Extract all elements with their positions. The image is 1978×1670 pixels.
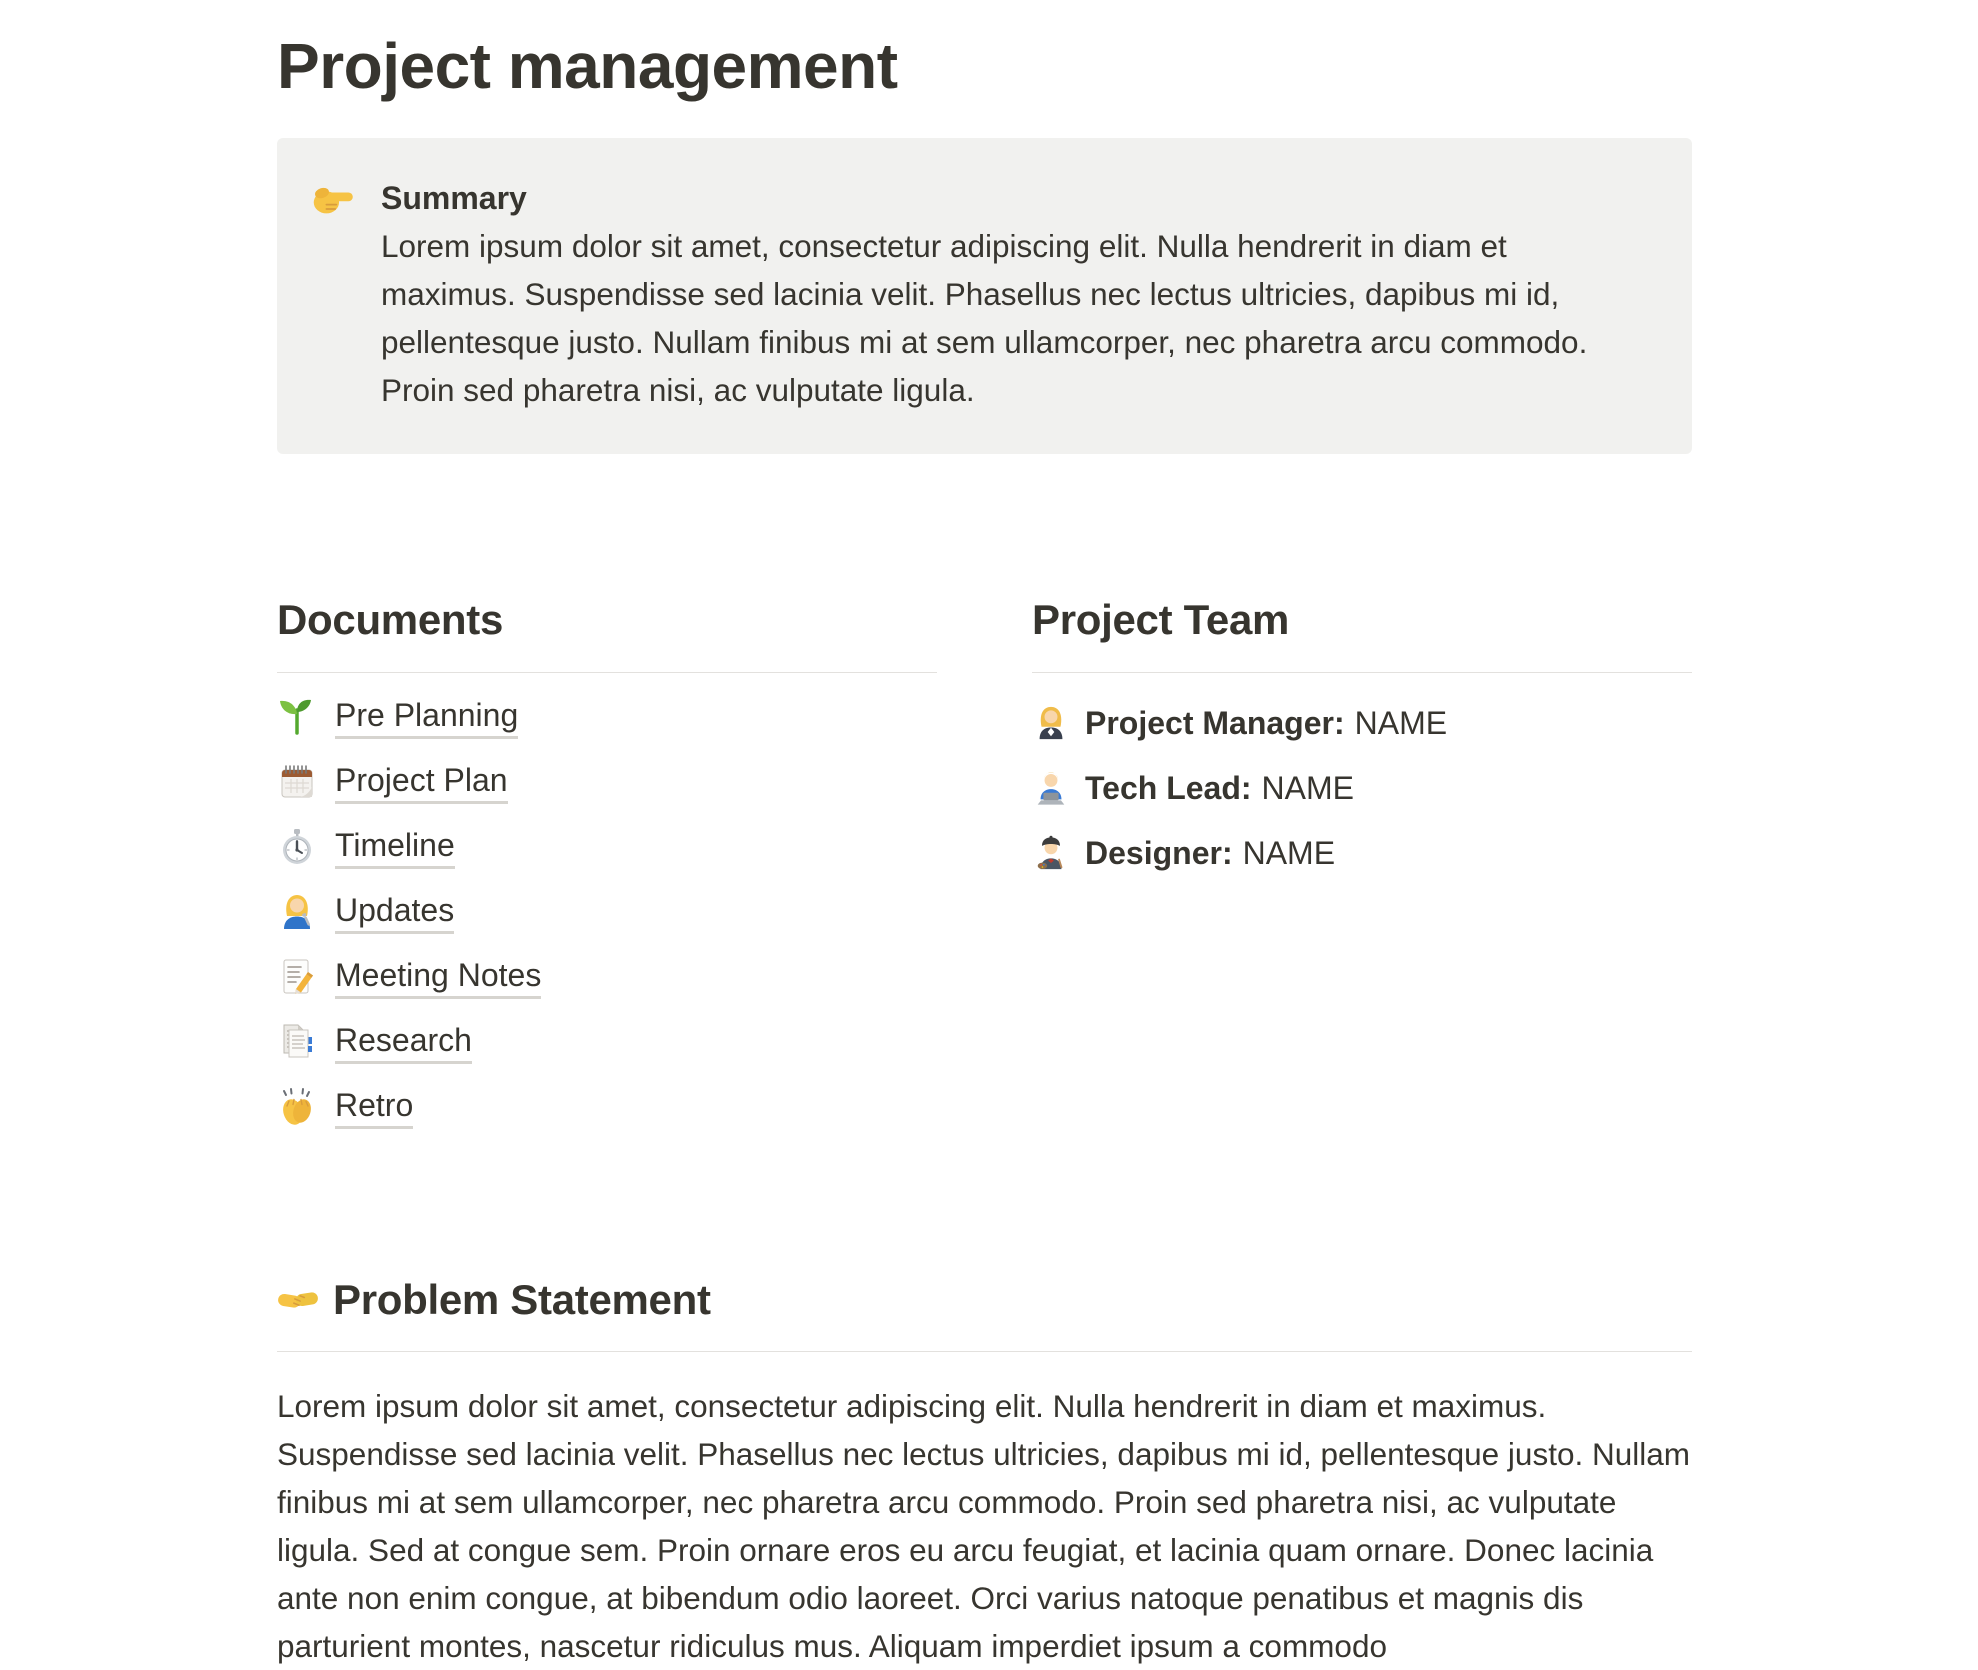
problem-statement-heading-row	[277, 1273, 1705, 1328]
document-link-pre-planning[interactable]: Pre Planning	[335, 695, 518, 739]
document-link-research[interactable]: Research	[335, 1020, 472, 1064]
page-content	[277, 0, 1705, 1670]
clapping-hands-icon	[277, 1087, 317, 1127]
handshake-icon	[277, 1279, 319, 1321]
summary-heading: Summary	[381, 180, 527, 216]
problem-statement-text: Lorem ipsum dolor sit amet, consectetur adipiscing elit. Nulla hendrerit in diam et maximus. Suspendisse sed lacinia velit. Phasellus nec lectus ultricies, dapibus mi id, pellentesque justo. Nullam finibus mi at sem ullamcorper, nec pharetra arcu commodo. Proin sed pharetra nisi, ac vulputate ligula. Sed at congue sem. Proin ornare eros eu arcu feugiat, et lacinia quam ornare. Donec lacinia ante non enim congue, at bibendum odio laoreet. Orci varius natoque penatibus et magnis dis parturient montes, nascetur ridiculus mus. Aliquam imperdiet ipsum a commodo	[277, 1388, 1690, 1665]
problem-statement-heading: Problem Statement	[333, 1275, 711, 1323]
document-row-updates	[277, 880, 937, 945]
divider	[277, 672, 937, 673]
woman-office-worker-icon	[1032, 704, 1070, 742]
two-column-section	[277, 593, 1705, 1140]
document-row-research	[277, 1010, 937, 1075]
divider	[277, 1351, 1692, 1352]
bookmark-tabs-icon	[277, 1022, 317, 1062]
stopwatch-icon	[277, 827, 317, 867]
team-role: Designer:	[1085, 834, 1233, 871]
team-member-name: NAME	[1354, 704, 1448, 741]
spiral-calendar-icon	[277, 762, 317, 802]
document-link-research[interactable]: Meeting Notes	[335, 955, 541, 999]
summary-text: Lorem ipsum dolor sit amet, consectetur adipiscing elit. Nulla hendrerit in diam et maximus. Suspendisse sed lacinia velit. Phasellus nec lectus ultricies, dapibus mi id, pellentesque justo. Nullam finibus mi at sem ullamcorper, nec pharetra arcu commodo. Proin sed pharetra nisi, ac vulputate ligula.	[381, 228, 1588, 408]
woman-mechanic-icon	[277, 892, 317, 932]
document-link-project-plan[interactable]: Project Plan	[335, 760, 508, 804]
team-member-name: NAME	[1261, 769, 1354, 806]
team-member-row-project-manager	[1032, 691, 1692, 756]
documents-list	[277, 685, 937, 1140]
team-member-name: NAME	[1242, 834, 1336, 871]
team-member-row-designer	[1032, 821, 1692, 886]
project-team-column	[1032, 593, 1692, 1140]
team-member-row-tech-lead	[1032, 756, 1692, 821]
project-team-heading: Project Team	[1032, 596, 1290, 643]
man-artist-icon	[1032, 834, 1070, 872]
team-role: Tech Lead:	[1085, 769, 1252, 806]
team-list	[1032, 691, 1692, 886]
summary-callout-body	[381, 174, 1644, 414]
document-row-meeting-notes	[277, 945, 937, 1010]
point-right-icon	[311, 176, 355, 220]
divider	[1032, 672, 1692, 673]
man-technologist-icon	[1032, 769, 1070, 807]
document-row-project-plan	[277, 750, 937, 815]
memo-icon	[277, 957, 317, 997]
team-role: Project Manager:	[1085, 704, 1345, 741]
document-row-pre-planning	[277, 685, 937, 750]
document-row-retro	[277, 1075, 937, 1140]
seedling-icon	[277, 697, 317, 737]
problem-statement-section	[277, 1273, 1705, 1670]
documents-heading: Documents	[277, 596, 504, 643]
document-link-updates[interactable]: Updates	[335, 890, 454, 934]
documents-column	[277, 593, 937, 1140]
summary-callout	[277, 138, 1692, 454]
document-link-timeline[interactable]: Timeline	[335, 825, 455, 869]
page-title: Project management	[277, 30, 898, 102]
document-row-timeline	[277, 815, 937, 880]
document-link-retro[interactable]: Retro	[335, 1085, 413, 1129]
